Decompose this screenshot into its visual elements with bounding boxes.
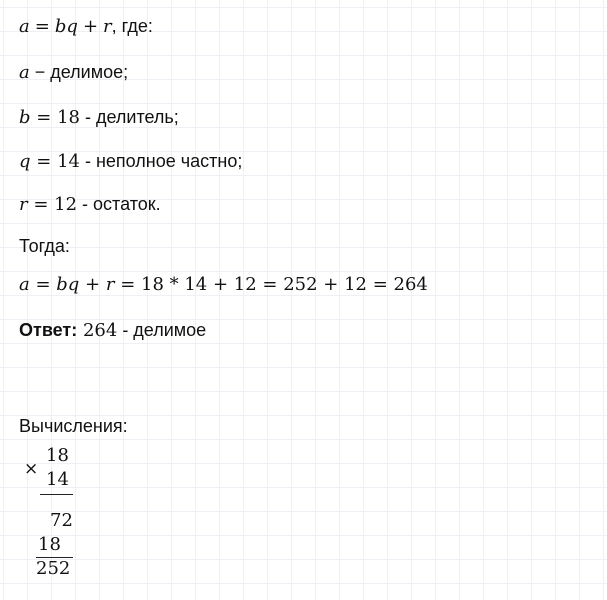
- def-b-text: - делитель;: [79, 107, 179, 127]
- definition-a: [19, 60, 128, 85]
- formula-line: [19, 14, 153, 39]
- def-q-eq: =: [30, 151, 58, 172]
- def-r-eq: =: [27, 194, 55, 215]
- var-a: a: [19, 16, 30, 37]
- calc-var-b: b: [56, 274, 68, 295]
- multiplier: 14: [46, 469, 69, 490]
- definition-r: [19, 192, 161, 217]
- calc-var-a: a: [19, 274, 30, 295]
- def-b-eq: =: [30, 107, 58, 128]
- answer-label: Ответ:: [19, 320, 78, 340]
- calc-rest: = 18 * 14 + 12 = 252 + 12 = 264: [114, 274, 428, 295]
- product-result: 252: [36, 558, 71, 579]
- partial-product-2: 18: [38, 534, 61, 555]
- then-label-text: Тогда:: [19, 236, 70, 256]
- calc-line: [19, 272, 428, 297]
- answer-text: - делимое: [117, 320, 207, 340]
- def-b-num: 18: [57, 107, 80, 128]
- answer-value: 264: [77, 320, 118, 341]
- plus-sign: +: [82, 16, 99, 37]
- def-q-text: - неполное частно;: [79, 151, 243, 171]
- calc-var-q: q: [67, 274, 80, 295]
- then-label: [19, 234, 70, 258]
- definition-b: [19, 105, 179, 130]
- def-a-var: a: [19, 62, 30, 83]
- def-q-var: q: [19, 151, 31, 172]
- definition-q: [19, 149, 242, 174]
- multiplicand: 18: [46, 445, 69, 466]
- multiply-sign: ×: [24, 459, 39, 479]
- calc-plus: +: [79, 274, 106, 295]
- var-r: r: [103, 16, 112, 37]
- product-rule: [40, 494, 73, 495]
- var-b: b: [54, 16, 67, 37]
- partial-product-1: 72: [50, 510, 73, 531]
- equals-sign: =: [34, 16, 50, 37]
- formula-suffix: , где:: [111, 16, 153, 36]
- answer-line: [19, 318, 206, 343]
- def-a-text: − делимое;: [29, 62, 129, 82]
- calc-title: [19, 414, 128, 438]
- def-r-var: r: [19, 194, 28, 215]
- calc-title-text: Вычисления:: [19, 416, 128, 436]
- var-q: q: [66, 16, 78, 37]
- def-r-text: - остаток.: [77, 194, 161, 214]
- def-r-num: 12: [54, 194, 78, 215]
- calc-eq: =: [29, 274, 57, 295]
- def-q-num: 14: [57, 151, 80, 172]
- def-b-var: b: [19, 107, 31, 128]
- calc-var-r: r: [105, 274, 115, 295]
